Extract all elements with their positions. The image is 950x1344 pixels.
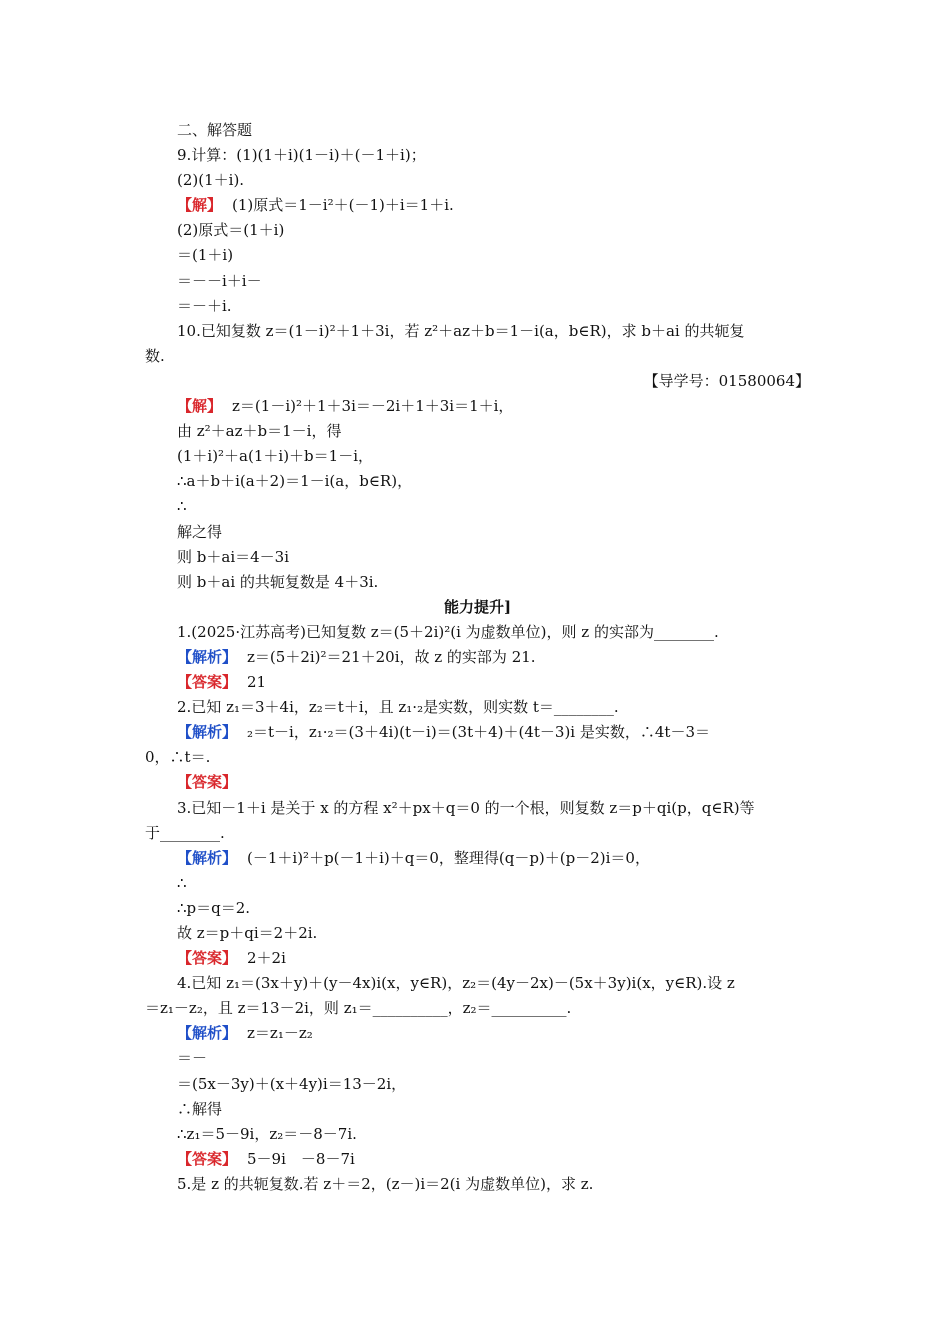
text-line [145,720,810,745]
text-line [145,294,810,319]
label-tag: 【解析】 [177,723,238,742]
text-line [145,821,810,846]
line-text: ∴解得 [177,1099,223,1118]
text-line [145,168,810,193]
text-line [145,896,810,921]
line-text: (1＋i)²＋a(1＋i)＋b＝1－i， [177,447,373,466]
line-text: ＝(1＋i) [177,246,234,265]
line-text: (－1＋i)²＋p(－1＋i)＋q＝0，整理得(q－p)＋(p－2)i＝0， [247,848,650,867]
text-line [145,670,810,695]
line-text: z＝(5＋2i)²＝21＋20i，故 z 的实部为 21. [247,647,536,666]
text-line [145,871,810,896]
line-text: 解之得 [177,522,223,541]
line-text: z＝(1－i)²＋1＋3i＝－2i＋1＋3i＝1＋i， [232,397,514,416]
line-text: ＝(5x－3y)＋(x＋4y)i＝13－2i， [177,1074,407,1093]
line-text: 0，∴t＝. [145,748,211,767]
line-text: ＝－＋i. [177,296,232,315]
label-tag: 【答案】 [177,673,238,692]
line-text: 能力提升] [443,597,512,616]
text-line [145,545,810,570]
label-tag: 【解】 [177,397,223,416]
text-line [145,1072,810,1097]
text-line [145,369,810,394]
text-line [145,1122,810,1147]
text-line [145,243,810,268]
line-text: z＝z₁－z₂ [247,1024,313,1043]
text-line [145,193,810,218]
text-line [145,796,810,821]
label-tag: 【解析】 [177,1024,238,1043]
text-line [145,1021,810,1046]
text-line [145,645,810,670]
text-line [145,218,810,243]
text-line [145,770,810,795]
text-line [145,971,810,996]
text-line [145,319,810,344]
text-line [145,946,810,971]
line-text: ∴z₁＝5－9i，z₂＝－8－7i. [177,1124,357,1143]
text-line [145,143,810,168]
line-text: ∴ [177,873,187,892]
text-line [145,921,810,946]
line-text: ＝－－i＋i－ [177,271,262,290]
line-text: 2＋2i [247,949,286,968]
line-text: (1)原式＝1－i²＋(－1)＋i＝1＋i. [232,196,454,215]
line-text: 由 z²＋az＋b＝1－i，得 [177,422,342,441]
text-line [145,444,810,469]
line-text: 3.已知－1＋i 是关于 x 的方程 x²＋px＋q＝0 的一个根，则复数 z＝p＋qi(p，q∈R)等 [177,798,755,817]
line-text: ＝z₁－z₂，且 z＝13－2i，则 z₁＝__________，z₂＝__________. [145,999,572,1018]
line-text: 5－9i －8－7i [247,1149,355,1168]
text-line [145,695,810,720]
text-line [145,520,810,545]
line-text: (2)(1＋i). [177,171,245,190]
text-line [145,846,810,871]
text-line [145,996,810,1021]
text-line [145,344,810,369]
text-line [145,419,810,444]
text-line [145,118,810,143]
line-text: 9.计算：(1)(1＋i)(1－i)＋(－1＋i)； [177,146,426,165]
line-text: 故 z＝p＋qi＝2＋2i. [177,924,318,942]
line-text: 则 b＋ai＝4－3i [177,547,289,566]
line-text: 数. [145,346,165,365]
line-text: ∴a＋b＋i(a＋2)＝1－i(a，b∈R)， [177,472,413,491]
text-line [145,1046,810,1071]
text-line [145,494,810,519]
text-line [145,469,810,494]
line-text: 5.是 z 的共轭复数.若 z＋＝2，(z－)i＝2(i 为虚数单位)，求 z. [177,1174,594,1193]
line-text: 10.已知复数 z＝(1－i)²＋1＋3i，若 z²＋az＋b＝1－i(a，b∈R)，求 b＋ai 的共轭复 [177,321,745,340]
text-line [145,269,810,294]
label-tag: 【答案】 [177,773,238,792]
line-text: 21 [247,673,267,692]
label-tag: 【答案】 [177,1149,238,1168]
text-line [145,595,810,620]
document-body [145,118,810,1197]
line-text: 2.已知 z₁＝3＋4i，z₂＝t＋i，且 z₁·₂是实数，则实数 t＝________. [177,698,619,717]
label-tag: 【解析】 [177,848,238,867]
line-text: 则 b＋ai 的共轭复数是 4＋3i. [177,572,379,591]
line-text: 于________. [145,823,225,842]
line-text: ＝－ [177,1049,208,1068]
text-line [145,570,810,595]
line-text: ₂＝t－i，z₁·₂＝(3＋4i)(t－i)＝(3t＋4)＋(4t－3)i 是实数，∴4t－3＝ [247,723,710,742]
label-tag: 【答案】 [177,949,238,968]
label-tag: 【解析】 [177,647,238,666]
line-text: 二、解答题 [177,121,253,139]
line-text: 4.已知 z₁＝(3x＋y)＋(y－4x)i(x，y∈R)，z₂＝(4y－2x)－(5x＋3y)i(x，y∈R).设 z [177,974,735,993]
line-text: ∴ [177,497,187,516]
text-line [145,620,810,645]
line-text: ∴p＝q＝2. [177,898,251,917]
label-tag: 【解】 [177,196,223,215]
text-line [145,745,810,770]
text-line [145,1147,810,1172]
line-text: 1.(2025·江苏高考)已知复数 z＝(5＋2i)²(i 为虚数单位)，则 z 的实部为________. [177,622,719,641]
text-line [145,1097,810,1122]
line-text: (2)原式＝(1＋i) [177,221,285,240]
text-line [145,394,810,419]
line-text: 【导学号：01580064】 [643,371,810,390]
text-line [145,1172,810,1197]
